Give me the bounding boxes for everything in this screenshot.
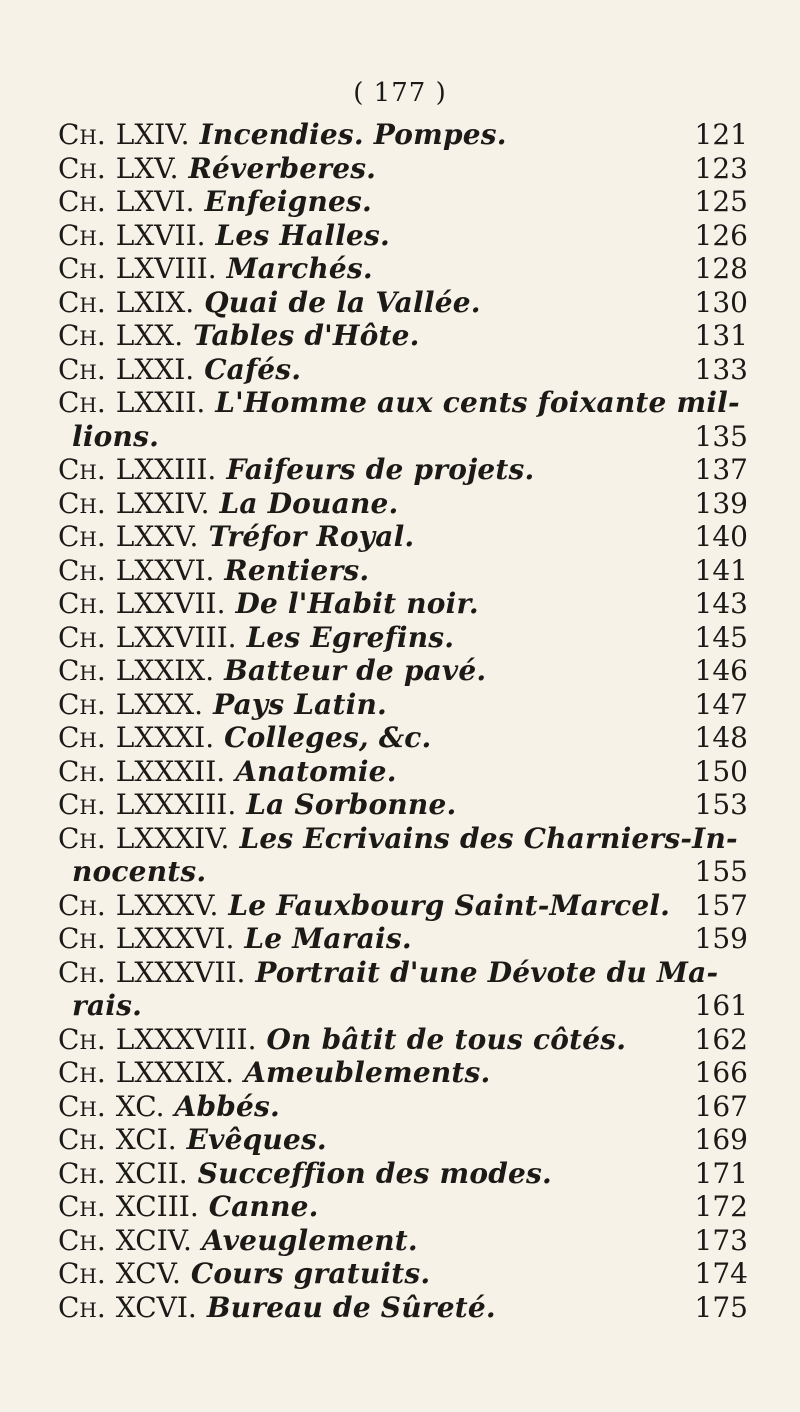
toc-entry	[58, 1257, 748, 1291]
chapter-label: Ch.	[58, 386, 106, 419]
chapter-numeral: LXXXIII.	[115, 788, 237, 821]
chapter-numeral: LXXXVIII.	[115, 1022, 257, 1056]
chapter-label: Ch.	[58, 922, 106, 955]
toc-entry	[58, 721, 748, 755]
toc-entry-heading	[58, 1224, 418, 1258]
chapter-numeral: LXVI.	[115, 185, 195, 218]
toc-entry	[58, 1224, 748, 1258]
chapter-title: Canne.	[208, 1190, 319, 1223]
page-reference: 161	[694, 989, 748, 1022]
chapter-label: Ch.	[58, 620, 106, 654]
page-reference: 173	[694, 1223, 748, 1257]
chapter-title: Aveuglement.	[201, 1223, 418, 1257]
chapter-title: Incendies. Pompes.	[199, 118, 507, 151]
toc-entry	[58, 1090, 748, 1124]
chapter-title: La Sorbonne.	[246, 788, 457, 821]
chapter-label: Ch.	[58, 252, 106, 285]
chapter-title: Les Egrefins.	[246, 620, 455, 654]
toc-entry	[58, 319, 748, 353]
chapter-numeral: LXXII.	[115, 386, 206, 419]
page-reference: 147	[694, 687, 748, 721]
chapter-title: L'Homme aux cents foixante mil-	[215, 386, 740, 419]
toc-entry	[58, 152, 748, 186]
toc-entry	[58, 1123, 748, 1157]
chapter-title: Rentiers.	[224, 553, 370, 587]
toc-entry	[58, 688, 748, 722]
chapter-numeral: LXXVIII.	[115, 620, 237, 654]
chapter-numeral: XCII.	[115, 1156, 188, 1190]
chapter-numeral: LXXIV.	[115, 486, 210, 520]
chapter-title: Portrait d'une Dévote du Ma-	[255, 955, 719, 989]
chapter-title: Faifeurs de projets.	[226, 453, 535, 486]
toc-entry-heading	[58, 219, 390, 253]
chapter-numeral: XCI.	[115, 1123, 177, 1156]
chapter-numeral: LXXIII.	[115, 453, 217, 486]
page-reference: 175	[694, 1290, 748, 1324]
chapter-numeral: LXXX.	[115, 687, 204, 721]
chapter-label: Ch.	[58, 1223, 106, 1257]
toc-entry-heading	[58, 889, 670, 923]
chapter-label: Ch.	[58, 185, 106, 218]
chapter-label: Ch.	[58, 821, 106, 855]
chapter-title: Bureau de Sûreté.	[206, 1290, 496, 1324]
toc-entry	[58, 956, 748, 990]
toc-entry-heading	[58, 386, 740, 420]
chapter-numeral: XCIV.	[115, 1223, 192, 1257]
toc-entry-heading	[58, 520, 414, 554]
toc-entry-heading	[58, 721, 432, 755]
chapter-label: Ch.	[58, 151, 106, 185]
chapter-numeral: LXXXIV.	[115, 821, 230, 855]
chapter-title: Tréfor Royal.	[208, 520, 415, 553]
toc-entry-heading	[58, 1157, 552, 1191]
chapter-label: Ch.	[58, 453, 106, 486]
page-reference: 137	[694, 453, 748, 486]
page-reference: 123	[694, 151, 748, 185]
chapter-label: Ch.	[58, 788, 106, 821]
toc-entry-heading	[58, 554, 369, 588]
toc-entry-heading	[58, 922, 412, 956]
chapter-label: Ch.	[58, 1089, 106, 1123]
page-reference: 141	[694, 553, 748, 587]
page-reference: 145	[694, 620, 748, 654]
chapter-title: Colleges, &c.	[224, 721, 432, 754]
page-reference: 159	[694, 922, 748, 955]
page-reference: 133	[694, 352, 748, 386]
chapter-numeral: LXXI.	[115, 352, 195, 386]
toc-entry	[58, 386, 748, 420]
chapter-title-continuation: lions.	[72, 419, 160, 453]
toc-entry-continuation	[58, 989, 748, 1023]
toc-entry-heading	[58, 319, 420, 353]
chapter-title-continuation: rais.	[72, 989, 143, 1022]
toc-entry	[58, 1056, 748, 1090]
chapter-title: Evêques.	[186, 1123, 327, 1156]
chapter-numeral: LXXXI.	[115, 721, 215, 754]
toc-entry-heading	[58, 1190, 319, 1224]
toc-entry-heading	[58, 1291, 496, 1325]
toc-entry-continuation	[58, 855, 748, 889]
toc-entry	[58, 1291, 748, 1325]
toc-entry	[58, 118, 748, 152]
chapter-label: Ch.	[58, 955, 106, 989]
chapter-title: Succeffion des modes.	[197, 1156, 552, 1190]
chapter-label: Ch.	[58, 218, 106, 252]
toc-entry	[58, 889, 748, 923]
page-reference: 153	[694, 788, 748, 821]
page-reference: 150	[694, 754, 748, 788]
page-reference: 174	[694, 1257, 748, 1290]
chapter-title: Le Marais.	[244, 922, 412, 955]
chapter-title: Les Ecrivains des Charniers-In-	[239, 821, 738, 855]
chapter-numeral: LXXIX.	[115, 654, 215, 687]
toc-entry-heading	[58, 1056, 490, 1090]
toc-entry	[58, 587, 748, 621]
chapter-numeral: LXXV.	[115, 520, 199, 553]
toc-entry-heading	[58, 487, 398, 521]
chapter-numeral: LXIV.	[115, 118, 190, 151]
chapter-title: On bâtit de tous côtés.	[266, 1022, 627, 1056]
chapter-label: Ch.	[58, 553, 106, 587]
chapter-label: Ch.	[58, 687, 106, 721]
toc-entry	[58, 822, 748, 856]
toc-entry	[58, 788, 748, 822]
page-reference: 126	[694, 218, 748, 252]
page-reference: 171	[694, 1156, 748, 1190]
toc-entry-heading	[58, 118, 507, 152]
chapter-numeral: LXIX.	[115, 285, 195, 319]
page-reference: 166	[694, 1056, 748, 1089]
page-reference: 135	[694, 419, 748, 453]
chapter-title: Le Fauxbourg Saint-Marcel.	[228, 888, 671, 922]
page-reference: 162	[694, 1022, 748, 1056]
page-reference: 131	[694, 319, 748, 352]
chapter-label: Ch.	[58, 352, 106, 386]
toc-entry	[58, 1023, 748, 1057]
chapter-label: Ch.	[58, 319, 106, 352]
chapter-label: Ch.	[58, 1056, 106, 1089]
chapter-title: Tables d'Hôte.	[193, 319, 420, 352]
chapter-label: Ch.	[58, 118, 106, 151]
toc-entry-heading	[58, 286, 481, 320]
toc-entry-heading	[58, 353, 301, 387]
chapter-title: Marchés.	[226, 252, 373, 285]
chapter-numeral: LXV.	[115, 151, 179, 185]
chapter-title: Anatomie.	[235, 754, 397, 788]
page-reference: 155	[694, 855, 748, 888]
chapter-numeral: LXVIII.	[115, 252, 217, 285]
chapter-title: Cafés.	[204, 352, 302, 386]
chapter-numeral: LXVII.	[115, 218, 206, 252]
toc-entry-heading	[58, 654, 486, 688]
chapter-numeral: LXX.	[115, 319, 184, 352]
page-reference: 172	[694, 1190, 748, 1223]
toc-entry	[58, 286, 748, 320]
toc-entry-heading	[58, 252, 373, 286]
toc-entry-heading	[58, 1023, 626, 1057]
toc-entry-heading	[58, 755, 397, 789]
chapter-numeral: LXXXVII.	[115, 955, 246, 989]
toc-entry-heading	[58, 185, 372, 219]
chapter-title: Réverberes.	[188, 151, 377, 185]
chapter-label: Ch.	[58, 285, 106, 319]
toc-entry-heading	[58, 1257, 430, 1291]
chapter-title: Abbés.	[174, 1089, 280, 1123]
page-reference: 157	[694, 888, 748, 922]
chapter-numeral: LXXXIX.	[115, 1056, 235, 1089]
toc-entry-continuation	[58, 420, 748, 454]
chapter-numeral: LXXXII.	[115, 754, 226, 788]
chapter-numeral: LXXXV.	[115, 888, 219, 922]
toc-entry	[58, 487, 748, 521]
chapter-title: Quai de la Vallée.	[204, 285, 481, 319]
page-number: ( 177 )	[353, 78, 447, 108]
toc-entry-heading	[58, 788, 456, 822]
chapter-label: Ch.	[58, 1190, 106, 1223]
toc-entry	[58, 453, 748, 487]
chapter-numeral: XCIII.	[115, 1190, 199, 1223]
chapter-numeral: LXXVII.	[115, 587, 226, 620]
chapter-numeral: LXXVI.	[115, 553, 215, 587]
chapter-label: Ch.	[58, 754, 106, 788]
toc-entry-heading	[58, 1123, 327, 1157]
chapter-title: Batteur de pavé.	[224, 654, 487, 687]
page-reference: 140	[694, 520, 748, 553]
toc-entry-heading	[58, 587, 479, 621]
toc-entry-heading	[58, 453, 534, 487]
page-reference: 167	[694, 1089, 748, 1123]
chapter-label: Ch.	[58, 1156, 106, 1190]
chapter-numeral: XC.	[115, 1089, 165, 1123]
chapter-label: Ch.	[58, 486, 106, 520]
chapter-label: Ch.	[58, 1123, 106, 1156]
page-reference: 121	[694, 118, 748, 151]
toc-entry	[58, 1157, 748, 1191]
toc-entry	[58, 252, 748, 286]
toc-entry-heading	[58, 822, 738, 856]
chapter-title: Pays Latin.	[213, 687, 387, 721]
chapter-title: De l'Habit noir.	[235, 587, 479, 620]
chapter-title-continuation: nocents.	[72, 855, 207, 888]
toc-entry-heading	[58, 621, 454, 655]
chapter-title: Ameublements.	[244, 1056, 491, 1089]
toc-entry-heading	[58, 956, 718, 990]
toc-entry	[58, 621, 748, 655]
page-reference: 169	[694, 1123, 748, 1156]
page-reference: 146	[694, 654, 748, 687]
page-reference: 143	[694, 587, 748, 620]
toc-entry-heading	[58, 1090, 280, 1124]
chapter-numeral: XCV.	[115, 1257, 181, 1290]
chapter-label: Ch.	[58, 520, 106, 553]
chapter-title: Enfeignes.	[204, 185, 372, 218]
chapter-title: Les Halles.	[215, 218, 390, 252]
chapter-numeral: LXXXVI.	[115, 922, 235, 955]
toc-entry	[58, 520, 748, 554]
toc-entry	[58, 353, 748, 387]
toc-entry-heading	[58, 688, 387, 722]
chapter-label: Ch.	[58, 721, 106, 754]
page-reference: 130	[694, 285, 748, 319]
toc-entry-heading	[58, 152, 376, 186]
toc-entry	[58, 219, 748, 253]
chapter-label: Ch.	[58, 654, 106, 687]
toc-entry	[58, 922, 748, 956]
toc-entry	[58, 185, 748, 219]
chapter-label: Ch.	[58, 888, 106, 922]
chapter-label: Ch.	[58, 1257, 106, 1290]
toc-entry	[58, 654, 748, 688]
toc-entry	[58, 755, 748, 789]
chapter-numeral: XCVI.	[115, 1290, 197, 1324]
table-of-contents	[58, 118, 748, 1324]
chapter-title: La Douane.	[219, 486, 399, 520]
page-reference: 125	[694, 185, 748, 218]
page-reference: 128	[694, 252, 748, 285]
chapter-label: Ch.	[58, 1022, 106, 1056]
toc-entry	[58, 554, 748, 588]
page-reference: 148	[694, 721, 748, 754]
chapter-label: Ch.	[58, 1290, 106, 1324]
page-reference: 139	[694, 486, 748, 520]
toc-entry	[58, 1190, 748, 1224]
chapter-label: Ch.	[58, 587, 106, 620]
chapter-title: Cours gratuits.	[190, 1257, 431, 1290]
